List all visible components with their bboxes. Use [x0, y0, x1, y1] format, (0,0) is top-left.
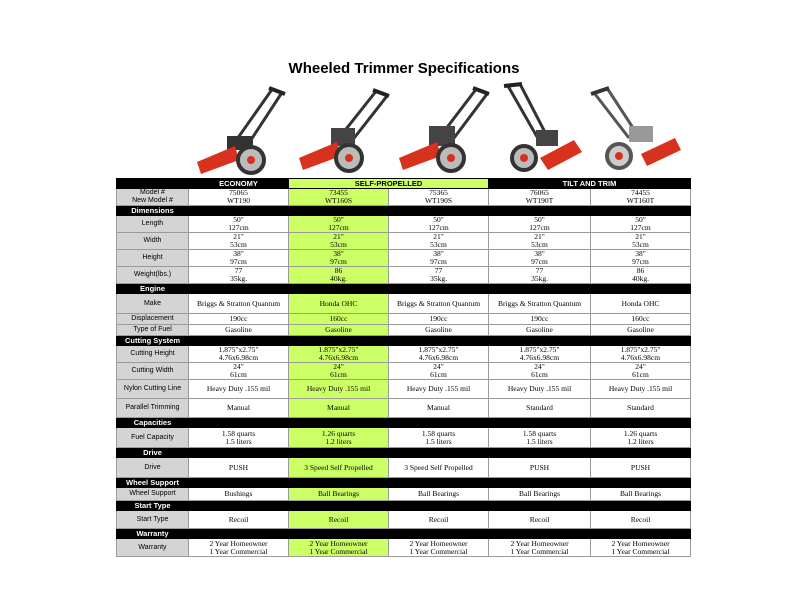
spec-row-start-type	[117, 511, 691, 529]
row-label: Wheel Support	[117, 488, 189, 501]
spec-row-nylon-line	[117, 380, 691, 399]
spec-cell: Gasoline	[289, 325, 389, 336]
spec-cell: 1.26 quarts 1.2 liters	[289, 428, 389, 448]
trimmer-photo-3	[395, 80, 495, 178]
section-header: Engine	[117, 284, 691, 294]
model-row	[117, 189, 691, 206]
trimmer-photo-4	[490, 80, 590, 178]
row-label: Width	[117, 233, 189, 250]
section-header: Warranty	[117, 529, 691, 539]
spec-cell: Heavy Duty .155 mil	[289, 380, 389, 399]
spec-cell: 38" 97cm	[489, 250, 591, 267]
section-header: Cutting System	[117, 336, 691, 346]
warranty-group	[117, 539, 691, 557]
row-label: Start Type	[117, 511, 189, 529]
spec-cell: Standard	[489, 399, 591, 418]
category-economy: ECONOMY	[189, 179, 289, 189]
spec-cell: Recoil	[289, 511, 389, 529]
spec-cell: 24" 61cm	[591, 363, 691, 380]
spec-cell: 50" 127cm	[289, 216, 389, 233]
spec-cell: 1.875"x2.75" 4.76x6.98cm	[289, 346, 389, 363]
spec-cell: 2 Year Homeowner 1 Year Commercial	[489, 539, 591, 557]
spec-cell: 1.26 quarts 1.2 liters	[591, 428, 691, 448]
row-label: Drive	[117, 458, 189, 478]
section-header: Start Type	[117, 501, 691, 511]
spec-cell: Manual	[189, 399, 289, 418]
spec-cell: 50" 127cm	[189, 216, 289, 233]
spec-cell: Ball Bearings	[489, 488, 591, 501]
spec-cell: Recoil	[489, 511, 591, 529]
spec-cell: 38" 97cm	[591, 250, 691, 267]
spec-cell: Gasoline	[389, 325, 489, 336]
spec-cell: 3 Speed Self Propelled	[389, 458, 489, 478]
row-label: Model # New Model #	[117, 189, 189, 206]
wheel-group	[117, 488, 691, 501]
spec-cell: 21" 53cm	[489, 233, 591, 250]
spec-cell: 1.58 quarts 1.5 liters	[389, 428, 489, 448]
spec-cell: 1.58 quarts 1.5 liters	[189, 428, 289, 448]
spec-cell: 1.875"x2.75" 4.76x6.98cm	[189, 346, 289, 363]
spec-cell: 86 40kg.	[591, 267, 691, 284]
row-label: Type of Fuel	[117, 325, 189, 336]
spec-row-width	[117, 233, 691, 250]
spec-cell: 160cc	[591, 314, 691, 325]
row-label: Displacement	[117, 314, 189, 325]
spec-cell: Heavy Duty .155 mil	[489, 380, 591, 399]
spec-cell: 21" 53cm	[389, 233, 489, 250]
spec-cell: 24" 61cm	[189, 363, 289, 380]
spec-row-make	[117, 294, 691, 314]
category-self-propelled: SELF-PROPELLED	[289, 179, 489, 189]
category-tilt-and-trim: TILT AND TRIM	[489, 179, 691, 189]
spec-cell: 190cc	[189, 314, 289, 325]
spec-cell: 50" 127cm	[591, 216, 691, 233]
spec-cell: Briggs & Stratton Quantum	[489, 294, 591, 314]
spec-cell: Recoil	[189, 511, 289, 529]
spec-cell: 38" 97cm	[189, 250, 289, 267]
spec-cell: Recoil	[389, 511, 489, 529]
spec-cell: 2 Year Homeowner 1 Year Commercial	[389, 539, 489, 557]
spec-cell: 2 Year Homeowner 1 Year Commercial	[591, 539, 691, 557]
spec-cell: 24" 61cm	[389, 363, 489, 380]
spec-cell: Ball Bearings	[389, 488, 489, 501]
dimensions-group	[117, 216, 691, 284]
spec-row-warranty	[117, 539, 691, 557]
spec-row-height	[117, 250, 691, 267]
spec-cell: 75365 WT190S	[389, 189, 489, 206]
spec-cell: PUSH	[189, 458, 289, 478]
spec-table	[116, 178, 691, 557]
spec-cell: 1.875"x2.75" 4.76x6.98cm	[591, 346, 691, 363]
spec-row-fuel-capacity	[117, 428, 691, 448]
row-label: Parallel Trimming	[117, 399, 189, 418]
spec-cell: 24" 61cm	[489, 363, 591, 380]
spec-cell: 190cc	[389, 314, 489, 325]
trimmer-photo-5	[585, 80, 685, 178]
spec-cell: Bushings	[189, 488, 289, 501]
spec-cell: Gasoline	[489, 325, 591, 336]
spec-cell: 76065 WT190T	[489, 189, 591, 206]
spec-cell: 190cc	[489, 314, 591, 325]
spec-cell: Gasoline	[591, 325, 691, 336]
spec-row-cutting-width	[117, 363, 691, 380]
spec-cell: 21" 53cm	[189, 233, 289, 250]
spec-cell: 50" 127cm	[489, 216, 591, 233]
spec-cell: 86 40kg.	[289, 267, 389, 284]
row-label: Make	[117, 294, 189, 314]
spec-cell: Heavy Duty .155 mil	[389, 380, 489, 399]
spec-cell: 2 Year Homeowner 1 Year Commercial	[189, 539, 289, 557]
row-label: Cutting Height	[117, 346, 189, 363]
spec-cell: Honda OHC	[289, 294, 389, 314]
spec-cell: 160cc	[289, 314, 389, 325]
trimmer-photo-1	[195, 80, 295, 178]
spec-cell: 1.875"x2.75" 4.76x6.98cm	[489, 346, 591, 363]
row-label: Warranty	[117, 539, 189, 557]
spec-cell: PUSH	[489, 458, 591, 478]
spec-cell: 74455 WT160T	[591, 189, 691, 206]
row-label: Weight(lbs.)	[117, 267, 189, 284]
product-photos	[190, 80, 690, 178]
trimmer-photo-2	[295, 80, 395, 178]
spec-cell: Briggs & Stratton Quantum	[389, 294, 489, 314]
section-header: Drive	[117, 448, 691, 458]
spec-cell: 24" 61cm	[289, 363, 389, 380]
spec-row-displacement	[117, 314, 691, 325]
spec-cell: Briggs & Stratton Quantum	[189, 294, 289, 314]
spec-cell: Recoil	[591, 511, 691, 529]
spec-cell: 38" 97cm	[389, 250, 489, 267]
spec-cell: 77 35kg.	[189, 267, 289, 284]
cutting-group	[117, 346, 691, 418]
row-label: Nylon Cutting Line	[117, 380, 189, 399]
spec-cell: Ball Bearings	[289, 488, 389, 501]
row-label: Cutting Width	[117, 363, 189, 380]
spec-cell: 73455 WT160S	[289, 189, 389, 206]
spec-cell: 1.58 quarts 1.5 liters	[489, 428, 591, 448]
spec-cell: 50" 127cm	[389, 216, 489, 233]
spec-cell: 38" 97cm	[289, 250, 389, 267]
spec-cell: Gasoline	[189, 325, 289, 336]
start-group	[117, 511, 691, 529]
spec-cell: 77 35kg.	[389, 267, 489, 284]
spec-cell: 1.875"x2.75" 4.76x6.98cm	[389, 346, 489, 363]
section-header: Dimensions	[117, 206, 691, 216]
spec-cell: PUSH	[591, 458, 691, 478]
spec-cell: 77 35kg.	[489, 267, 591, 284]
spec-row-cutting-height	[117, 346, 691, 363]
spec-cell: Heavy Duty .155 mil	[189, 380, 289, 399]
page-title: Wheeled Trimmer Specifications	[288, 60, 520, 77]
spec-row-parallel-trimming	[117, 399, 691, 418]
section-header: Capacities	[117, 418, 691, 428]
spec-cell: Honda OHC	[591, 294, 691, 314]
engine-group	[117, 294, 691, 336]
spec-row-wheel-support	[117, 488, 691, 501]
spec-cell: Heavy Duty .155 mil	[591, 380, 691, 399]
row-label: Fuel Capacity	[117, 428, 189, 448]
category-row	[117, 179, 691, 189]
spec-cell: Ball Bearings	[591, 488, 691, 501]
spec-cell: 3 Speed Self Propelled	[289, 458, 389, 478]
spec-cell: Manual	[389, 399, 489, 418]
section-header: Wheel Support	[117, 478, 691, 488]
spec-cell: 2 Year Homeowner 1 Year Commercial	[289, 539, 389, 557]
spec-row-length	[117, 216, 691, 233]
spec-row-weight	[117, 267, 691, 284]
spec-cell: 21" 53cm	[289, 233, 389, 250]
spec-cell: 21" 53cm	[591, 233, 691, 250]
spec-cell: Manual	[289, 399, 389, 418]
spec-row-fuel-type	[117, 325, 691, 336]
spec-cell: 75065 WT190	[189, 189, 289, 206]
spec-row-drive	[117, 458, 691, 478]
row-label: Height	[117, 250, 189, 267]
spec-cell: Standard	[591, 399, 691, 418]
row-label: Length	[117, 216, 189, 233]
drive-group	[117, 458, 691, 478]
capacities-group	[117, 428, 691, 448]
